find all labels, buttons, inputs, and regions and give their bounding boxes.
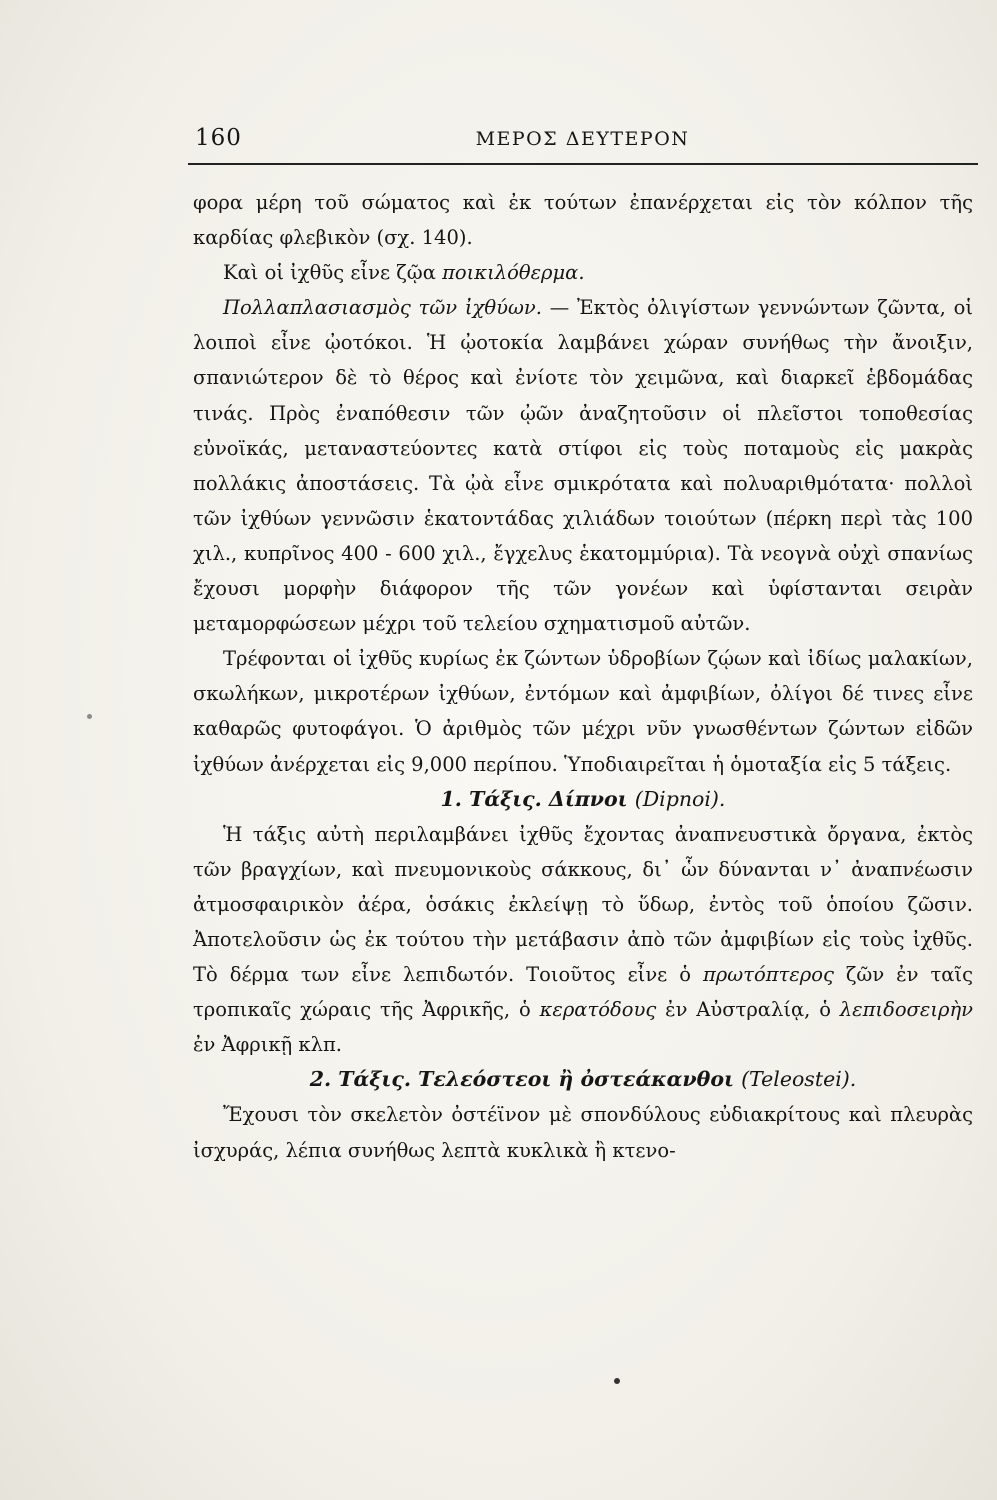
- header-rule: [188, 163, 978, 165]
- margin-speck: [87, 714, 92, 719]
- running-title: ΜΕΡΟΣ ΔΕΥΤΕΡΟΝ: [475, 128, 690, 150]
- reproduction-subheading: Πολλαπλασιασμὸς τῶν ἰχθύων.: [223, 296, 542, 320]
- term-protopterus: πρωτόπτερος: [702, 963, 834, 987]
- section-heading-dipnoi: 1. Τάξις. Δίπνοι (Dipnoi).: [440, 786, 726, 811]
- paragraph-dipnoi: Ἡ τάξις αὐτὴ περιλαμβάνει ἰχθῦς ἔχοντας ἀναπνευστικὰ ὄργανα, ἐκτὸς τῶν βραγχίων, καὶ πνευμονικοὺς σάκκους, δι᾽ ὧν δύνανται ν᾽ ἀναπνέωσιν ἀτμοσφαιρικὸν ἀέρα, ὁσάκις ἐκλείψῃ τὸ ὕδωρ, ἐντὸς τοῦ ὁποίου ζῶσιν. Ἀποτελοῦσιν ὡς ἐκ τούτου τὴν μετάβασιν ἀπὸ τῶν ἀμφιβίων εἰς τοὺς ἰχθῦς. Τὸ δέρμα των εἶνε λεπιδωτόν. Τοιοῦτος εἶνε ὁ πρωτόπτερος ζῶν ἐν ταῖς τροπικαῖς χώραις τῆς Ἀφρικῆς, ὁ κερατόδους ἐν Αὐστραλίᾳ, ὁ λεπιδοσειρὴν ἐν Ἀφρικῇ κλπ.: [193, 822, 973, 1057]
- term-poikilotherm: ποικιλόθερμα.: [442, 261, 585, 285]
- page-header: [195, 125, 970, 165]
- paragraph-teleostei: Ἔχουσι τὸν σκελετὸν ὀστέϊνον μὲ σπονδύλους εὐδιακρίτους καὶ πλευρὰς ἰσχυράς, λέπια συνήθως λεπτὰ κυκλικὰ ἢ κτενο-: [193, 1103, 973, 1162]
- paragraph-feeding: Τρέφονται οἱ ἰχθῦς κυρίως ἐκ ζώντων ὑδροβίων ζῴων καὶ ἰδίως μαλακίων, σκωλήκων, μικροτέρων ἰχθύων, ἐντόμων καὶ ἀμφιβίων, ὀλίγοι δέ τινες εἶνε καθαρῶς φυτοφάγοι. Ὁ ἀριθμὸς τῶν μέχρι νῦν γνωσθέντων ζώντων εἰδῶν ἰχθύων ἀνέρχεται εἰς 9,000 περίπου. Ὑποδιαιρεῖται ἡ ὁμοταξία εἰς 5 τάξεις.: [193, 647, 973, 776]
- paragraph-heart-circulation: φορα μέρη τοῦ σώματος καὶ ἐκ τούτων ἐπανέρχεται εἰς τὸν κόλπον τῆς καρδίας φλεβικὸν (σχ. 140).: [193, 191, 973, 250]
- term-lepidosiren: λεπιδοσειρὴν: [839, 998, 973, 1022]
- body-text: [193, 185, 973, 1168]
- term-ceratodus: κερατόδους: [539, 998, 657, 1022]
- paragraph-reproduction: Πολλαπλασιασμὸς τῶν ἰχθύων. — Ἐκτὸς ὀλιγίστων γεννώντων ζῶντα, οἱ λοιποὶ εἶνε ᾠοτόκοι. Ἡ ᾠοτοκία λαμβάνει χώραν συνήθως τὴν ἄνοιξιν, σπανιώτερον δὲ τὸ θέρος καὶ ἐνίοτε τὸν χειμῶνα, καὶ διαρκεῖ ἑβδομάδας τινάς. Πρὸς ἐναπόθεσιν τῶν ᾠῶν ἀναζητοῦσιν οἱ πλεῖστοι τοποθεσίας εὐνοϊκάς, μεταναστεύοντες κατὰ στίφοι εἰς τοὺς ποταμοὺς εἰς μακρὰς πολλάκις ἀποστάσεις. Τὰ ᾠὰ εἶνε σμικρότατα καὶ πολυαριθμότατα· πολλοὶ τῶν ἰχθύων γεννῶσιν ἑκατοντάδας χιλιάδων τοιούτων (πέρκη περὶ τὰς 100 χιλ., κυπρῖνος 400 - 600 χιλ., ἔγχελυς ἑκατομμύρια). Τὰ νεογνὰ οὐχὶ σπανίως ἔχουσι μορφὴν διάφορον τῆς τῶν γονέων καὶ ὑφίστανται σειρὰν μεταμορφώσεων μέχρι τοῦ τελείου σχηματισμοῦ αὐτῶν.: [193, 296, 973, 636]
- page-number: 160: [195, 125, 242, 151]
- section-heading-teleostei: 2. Τάξις. Τελεόστεοι ἢ ὀστεάκανθοι (Teleostei).: [309, 1067, 857, 1092]
- paragraph-poikilotherm: Καὶ οἱ ἰχθῦς εἶνε ζῷα ποικιλόθερμα.: [223, 261, 585, 285]
- ink-dot: [614, 1378, 620, 1384]
